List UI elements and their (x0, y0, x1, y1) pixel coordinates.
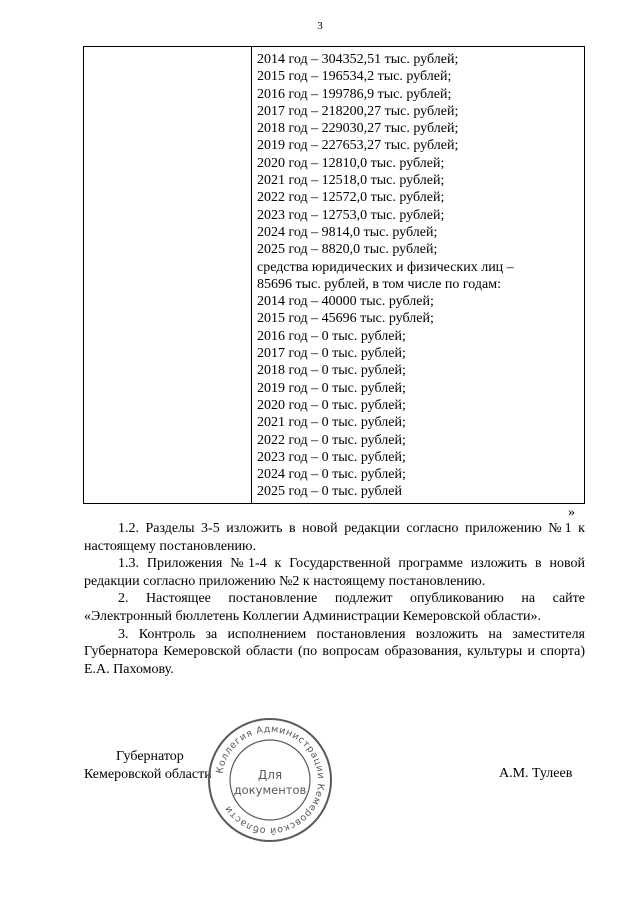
stamp-center-line-2: документов (233, 783, 307, 797)
table-column-divider (251, 47, 252, 503)
stamp-ring-text: Коллегия Администрации Кемеровской области (214, 723, 327, 837)
funding-line: 85696 тыс. рублей, в том числе по годам: (257, 276, 501, 292)
funding-line: 2016 год – 199786,9 тыс. рублей; (257, 86, 452, 102)
funding-line: средства юридических и физических лиц – (257, 259, 514, 275)
funding-table (83, 46, 585, 504)
funding-line: 2025 год – 0 тыс. рублей (257, 484, 402, 500)
funding-line: 2022 год – 12572,0 тыс. рублей; (257, 190, 445, 206)
funding-line: 2014 год – 40000 тыс. рублей; (257, 294, 434, 310)
funding-line: 2019 год – 0 тыс. рублей; (257, 380, 406, 396)
signatory-name: А.М. Тулеев (499, 766, 573, 781)
funding-line: 2024 год – 0 тыс. рублей; (257, 467, 406, 483)
funding-line: 2015 год – 45696 тыс. рублей; (257, 311, 434, 327)
funding-line: 2015 год – 196534,2 тыс. рублей; (257, 69, 452, 85)
funding-line: 2016 год – 0 тыс. рублей; (257, 328, 406, 344)
signatory-title-line-1: Губернатор (116, 749, 184, 764)
official-stamp (205, 715, 335, 845)
paragraph-1-3: 1.3. Приложения №1-4 к Государственной программе изложить в новой редакции согласно приложению №2 к настоящему постановлению. (84, 556, 585, 589)
closing-quote: » (568, 505, 575, 520)
funding-line: 2023 год – 0 тыс. рублей; (257, 449, 406, 465)
funding-line: 2017 год – 218200,27 тыс. рублей; (257, 103, 459, 119)
stamp-center-line-1: Для (257, 768, 283, 782)
body-text (84, 520, 585, 678)
funding-cell (257, 51, 514, 501)
funding-line: 2021 год – 0 тыс. рублей; (257, 415, 406, 431)
funding-line: 2018 год – 229030,27 тыс. рублей; (257, 121, 459, 137)
page-number: 3 (317, 20, 323, 32)
signatory-title (84, 748, 212, 783)
funding-line: 2021 год – 12518,0 тыс. рублей; (257, 173, 445, 189)
funding-line: 2020 год – 0 тыс. рублей; (257, 397, 406, 413)
signatory-title-line-2: Кемеровской области (84, 766, 212, 782)
paragraph-1-2: 1.2. Разделы 3-5 изложить в новой редакции согласно приложению №1 к настоящему постановлению. (84, 521, 585, 554)
paragraph-2: 2. Настоящее постановление подлежит опубликованию на сайте «Электронный бюллетень Коллегии Администрации Кемеровской области». (84, 591, 585, 624)
funding-line: 2025 год – 8820,0 тыс. рублей; (257, 242, 438, 258)
funding-line: 2020 год – 12810,0 тыс. рублей; (257, 155, 445, 171)
funding-line: 2023 год – 12753,0 тыс. рублей; (257, 207, 445, 223)
funding-line: 2019 год – 227653,27 тыс. рублей; (257, 138, 459, 154)
funding-line: 2022 год – 0 тыс. рублей; (257, 432, 406, 448)
funding-line: 2024 год – 9814,0 тыс. рублей; (257, 224, 438, 240)
funding-line: 2018 год – 0 тыс. рублей; (257, 363, 406, 379)
funding-line: 2017 год – 0 тыс. рублей; (257, 346, 406, 362)
paragraph-3: 3. Контроль за исполнением постановления возложить на заместителя Губернатора Кемеровской области (по вопросам образования, культуры и спорта) Е.А. Пахомову. (84, 626, 585, 677)
funding-line: 2014 год – 304352,51 тыс. рублей; (257, 52, 459, 67)
